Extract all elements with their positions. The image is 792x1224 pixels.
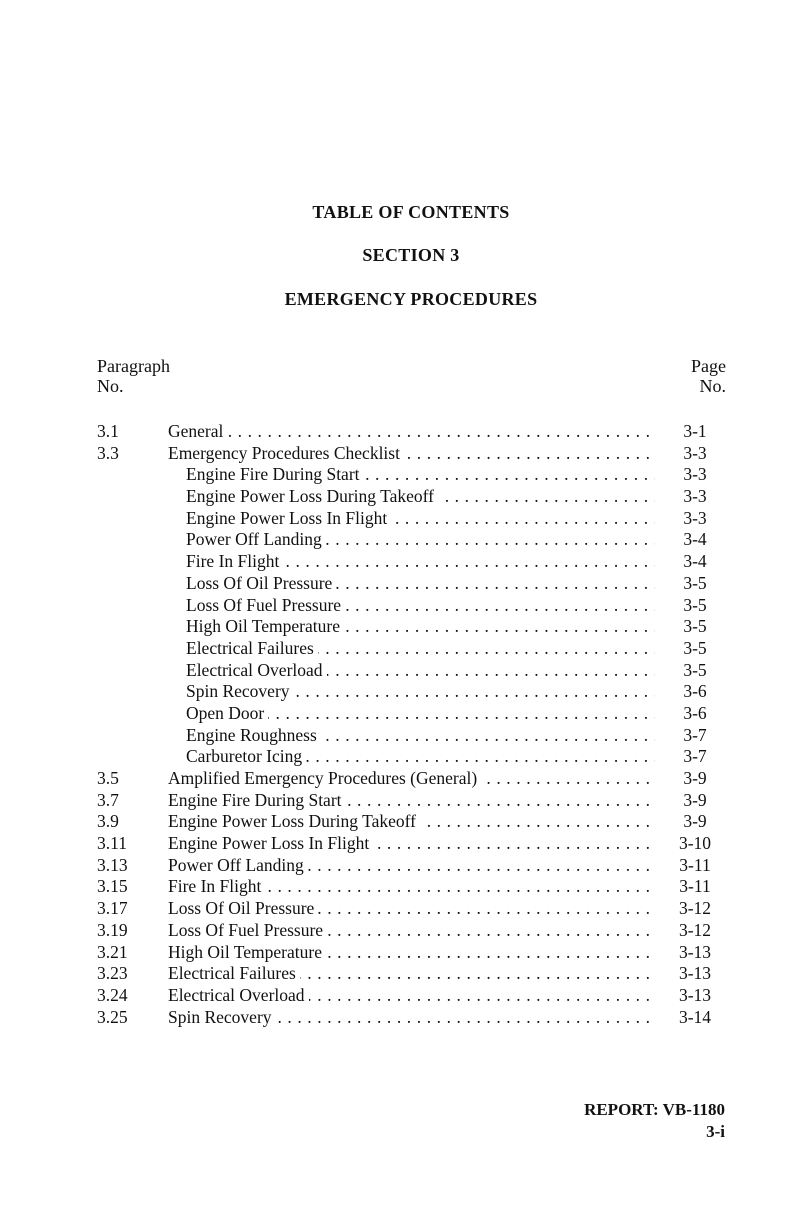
- toc-entry-title: Loss Of Oil Pressure: [186, 573, 336, 593]
- toc-entry-title-leader: [168, 833, 655, 855]
- toc-entry-page: 3-12: [678, 919, 712, 940]
- toc-entry-title: Open Door: [186, 703, 268, 723]
- toc-entry: [97, 529, 727, 551]
- toc-entry-title-leader: [186, 508, 655, 530]
- toc-entry-number: 3.1: [97, 421, 119, 441]
- toc-entry-title: Engine Fire During Start: [186, 464, 364, 484]
- toc-entry-title-leader: [186, 703, 655, 725]
- toc-entry-page: 3-5: [683, 659, 707, 680]
- toc-entry-title: Spin Recovery: [168, 1007, 276, 1027]
- paragraph-header-line2: No.: [97, 376, 124, 396]
- toc-entry-title: General: [168, 421, 227, 441]
- toc-entry-page: 3-6: [683, 702, 707, 723]
- toc-entry-title-leader: [186, 681, 655, 703]
- toc-entry: [97, 486, 727, 508]
- toc-entry-title-leader: [168, 920, 655, 942]
- toc-entry-title-leader: [168, 421, 655, 443]
- toc-entry-page: 3-3: [683, 442, 707, 463]
- toc-entry: [97, 811, 727, 833]
- toc-entry-page: 3-9: [683, 811, 707, 832]
- toc-entry: [97, 616, 727, 638]
- toc-entry-title-leader: [168, 963, 655, 985]
- toc-entry-number: 3.7: [97, 789, 119, 810]
- toc-entry-page: 3-9: [683, 768, 707, 788]
- toc-entry-number: 3.15: [97, 876, 128, 897]
- toc-entry-title-leader: [186, 638, 655, 660]
- toc-entry-page: 3-13: [678, 941, 712, 962]
- toc-entry: [97, 421, 727, 443]
- toc-entry: [97, 985, 727, 1007]
- toc-entry-page: 3-7: [683, 724, 707, 745]
- toc-entry-title-leader: [168, 790, 655, 812]
- report-footer: [584, 1099, 725, 1143]
- toc-entry-title-leader: [186, 725, 655, 747]
- toc-entry-title-leader: [168, 876, 655, 898]
- toc-entry: [97, 876, 727, 898]
- toc-entry-title: Engine Fire During Start: [168, 790, 346, 810]
- toc-entry-title-leader: [168, 898, 655, 920]
- toc-entry-number: 3.17: [97, 898, 128, 919]
- toc-entry-number: 3.24: [97, 984, 128, 1005]
- toc-entry: [97, 638, 727, 660]
- toc-entry-title: Loss Of Fuel Pressure: [168, 920, 327, 940]
- toc-entry-title-leader: [168, 985, 655, 1007]
- toc-entry: [97, 725, 727, 747]
- toc-entry: [97, 660, 727, 682]
- toc-entry-title: Electrical Failures: [186, 638, 318, 658]
- toc-entry-title: High Oil Temperature: [186, 616, 344, 636]
- page-number: 3-i: [706, 1122, 725, 1141]
- toc-entry-title: Engine Power Loss During Takeoff: [186, 486, 438, 506]
- toc-entry-number: 3.9: [97, 811, 119, 832]
- toc-entry: [97, 464, 727, 486]
- toc-entry-page: 3-14: [678, 1006, 712, 1027]
- paragraph-header-line1: Paragraph: [97, 356, 170, 376]
- toc-entry-title: Electrical Overload: [186, 660, 327, 680]
- toc-title: TABLE OF CONTENTS: [312, 202, 510, 222]
- toc-entry-page: 3-3: [683, 464, 707, 485]
- toc-entry-number: 3.3: [97, 442, 119, 463]
- toc-entry-page: 3-4: [683, 551, 707, 572]
- report-number: REPORT: VB-1180: [584, 1100, 725, 1119]
- toc-entry-title: Fire In Flight: [186, 551, 283, 571]
- toc-entry-title: Emergency Procedures Checklist: [168, 443, 404, 463]
- toc-entry-number: 3.21: [97, 941, 128, 962]
- toc-entry: [97, 508, 727, 530]
- toc-entry-title: Spin Recovery: [186, 681, 294, 701]
- toc-entry-number: 3.5: [97, 768, 119, 788]
- toc-entry-title: Power Off Landing: [186, 529, 326, 549]
- toc-entry-number: 3.11: [97, 833, 127, 854]
- toc-entry-title-leader: [186, 660, 655, 682]
- toc-entry-title-leader: [186, 616, 655, 638]
- toc-entry-title: Amplified Emergency Procedures (General): [168, 768, 481, 788]
- toc-entry-title-leader: [168, 942, 655, 964]
- toc-entry-number: 3.19: [97, 919, 128, 940]
- toc-entry-number: 3.25: [97, 1006, 128, 1027]
- toc-entry-title: Carburetor Icing: [186, 746, 306, 766]
- section-title: EMERGENCY PROCEDURES: [284, 289, 538, 309]
- toc-entry-title-leader: [186, 464, 655, 486]
- toc-entry-number: 3.23: [97, 963, 128, 984]
- toc-entry: [97, 790, 727, 812]
- toc-entry-page: 3-3: [683, 507, 707, 528]
- toc-entry-page: 3-11: [679, 876, 711, 897]
- toc-entry-title-leader: [186, 595, 655, 617]
- toc-entry-title-leader: [186, 486, 655, 508]
- toc-entry-title: Engine Power Loss During Takeoff: [168, 811, 420, 831]
- toc-entry-page: 3-13: [678, 963, 712, 984]
- toc-entry: [97, 681, 727, 703]
- toc-entry-title: Electrical Failures: [168, 963, 300, 983]
- toc-entry: [97, 703, 727, 725]
- toc-entry-number: 3.13: [97, 854, 128, 875]
- toc-entry-title: Engine Power Loss In Flight: [168, 833, 373, 853]
- toc-entry-page: 3-1: [683, 421, 707, 441]
- toc-entry-page: 3-4: [683, 529, 707, 550]
- toc-entry-page: 3-5: [683, 594, 707, 615]
- toc-entry: [97, 573, 727, 595]
- toc-entry: [97, 551, 727, 573]
- toc-list: [97, 421, 727, 1028]
- toc-entry-page: 3-9: [683, 789, 707, 810]
- toc-entry-page: 3-7: [683, 746, 707, 767]
- toc-entry: [97, 898, 727, 920]
- toc-entry: [97, 942, 727, 964]
- toc-entry-title: Electrical Overload: [168, 985, 309, 1005]
- toc-entry-title-leader: [186, 746, 655, 768]
- toc-entry: [97, 833, 727, 855]
- toc-entry-title-leader: [168, 768, 655, 790]
- toc-entry-page: 3-10: [678, 833, 712, 854]
- toc-entry-title: High Oil Temperature: [168, 942, 326, 962]
- toc-entry-title-leader: [168, 811, 655, 833]
- paragraph-column-header: [97, 356, 170, 396]
- toc-entry-title: Fire In Flight: [168, 876, 265, 896]
- toc-entry: [97, 963, 727, 985]
- toc-entry: [97, 855, 727, 877]
- toc-entry: [97, 595, 727, 617]
- section-number: SECTION 3: [362, 245, 460, 265]
- toc-entry: [97, 746, 727, 768]
- page-header-line2: No.: [699, 376, 726, 396]
- toc-entry-title: Loss Of Oil Pressure: [168, 898, 318, 918]
- toc-entry-page: 3-6: [683, 681, 707, 702]
- toc-entry-page: 3-3: [683, 486, 707, 507]
- toc-entry-title: Engine Roughness: [186, 725, 321, 745]
- toc-entry-title: Loss Of Fuel Pressure: [186, 595, 345, 615]
- toc-entry-title-leader: [168, 443, 655, 465]
- page-header-line1: Page: [691, 356, 726, 376]
- toc-entry: [97, 443, 727, 465]
- toc-entry-page: 3-5: [683, 616, 707, 637]
- toc-entry-page: 3-5: [683, 637, 707, 658]
- toc-entry-page: 3-5: [683, 572, 707, 593]
- toc-entry: [97, 1007, 727, 1029]
- page-column-header: [691, 356, 726, 396]
- toc-entry-title-leader: [168, 855, 655, 877]
- toc-entry: [97, 920, 727, 942]
- toc-entry-title-leader: [186, 573, 655, 595]
- toc-entry-title-leader: [186, 551, 655, 573]
- toc-entry-page: 3-11: [679, 854, 711, 875]
- toc-entry-title: Engine Power Loss In Flight: [186, 508, 391, 528]
- toc-entry-title: Power Off Landing: [168, 855, 308, 875]
- toc-entry-page: 3-12: [678, 898, 712, 919]
- toc-entry-title-leader: [186, 529, 655, 551]
- toc-entry-page: 3-13: [678, 984, 712, 1005]
- toc-entry-title-leader: [168, 1007, 655, 1029]
- toc-entry: [97, 768, 727, 790]
